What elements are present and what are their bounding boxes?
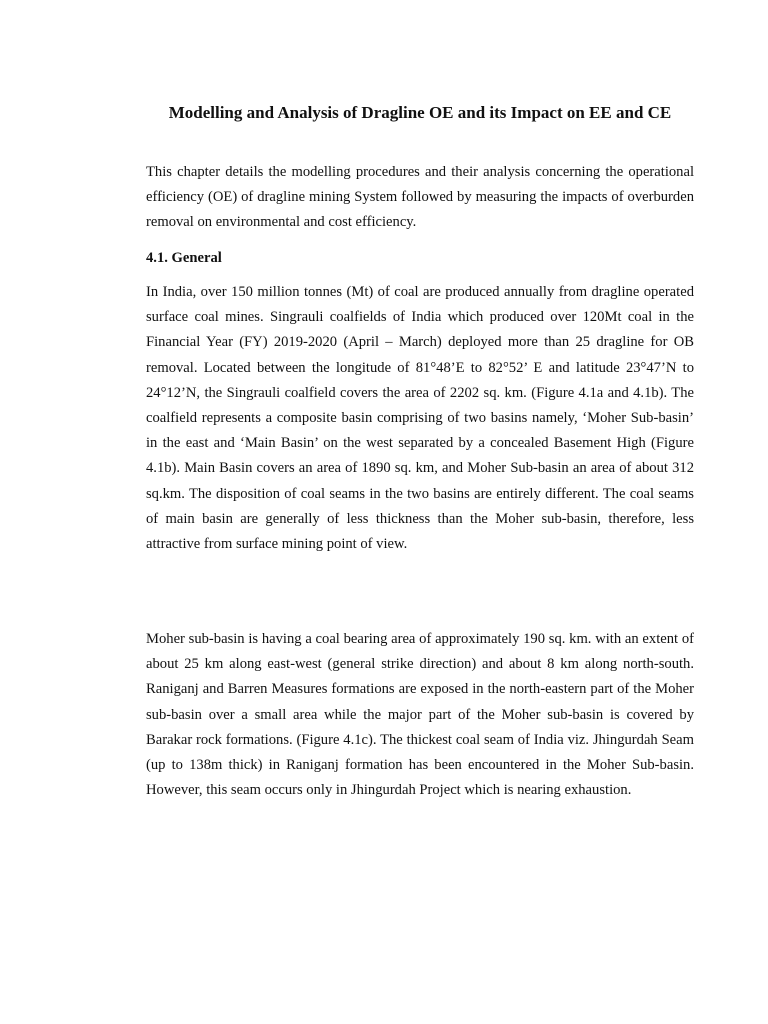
chapter-title: Modelling and Analysis of Dragline OE and its Impact on EE and CE: [168, 103, 672, 122]
body-paragraph-2: Moher sub-basin is having a coal bearing area of approximately 190 sq. km. with an extent of about 25 km along east-west (general strike direction) and about 8 km along north-south. Raniganj and Barren Measures formations are exposed in the north-eastern part of the Moher sub-basin over a small area while the major part of the Moher sub-basin is covered by Barakar rock formations. (Figure 4.1c). The thickest coal seam of India viz. Jhingurdah Seam (up to 138m thick) in Raniganj formation has been encountered in the Moher Sub-basin. However, this seam occurs only in Jhingurdah Project which is nearing exhaustion.: [146, 631, 694, 799]
intro-paragraph: This chapter details the modelling procedures and their analysis concerning the operational efficiency (OE) of dragline mining System followed by measuring the impacts of overburden removal on environmental and cost efficiency.: [146, 164, 694, 231]
section-heading: 4.1. General: [146, 250, 222, 266]
body-paragraph-1: In India, over 150 million tonnes (Mt) of coal are produced annually from dragline operated surface coal mines. Singrauli coalfields of India which produced over 120Mt coal in the Financial Year (FY) 2019-2020 (April – March) deployed more than 25 dragline for OB removal. Located between the longitude of 81°48’E to 82°52’ E and latitude 23°47’N to 24°12’N, the Singrauli coalfield covers the area of 2202 sq. km. (Figure 4.1a and 4.1b). The coalfield represents a composite basin comprising of two basins namely, ‘Moher Sub-basin’ in the east and ‘Main Basin’ on the west separated by a concealed Basement High (Figure 4.1b). Main Basin covers an area of 1890 sq. km, and Moher Sub-basin an area of about 312 sq.km. The disposition of coal seams in the two basins are entirely different. The coal seams of main basin are generally of less thickness than the Moher sub-basin, therefore, less attractive from surface mining point of view.: [146, 284, 694, 553]
